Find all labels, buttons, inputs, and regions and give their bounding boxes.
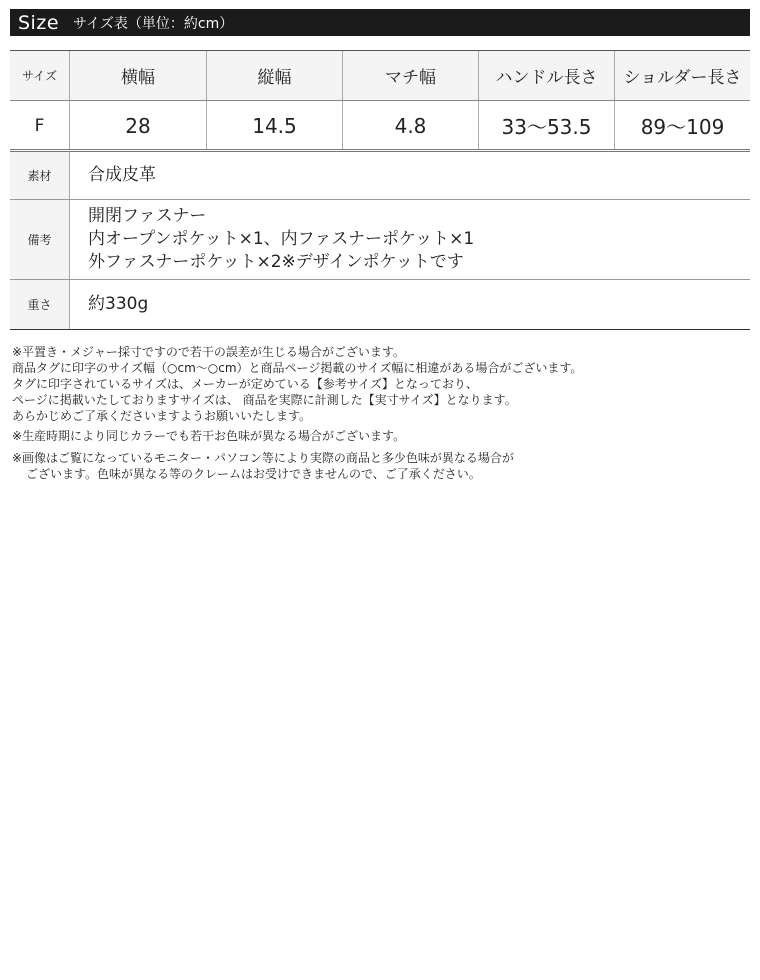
footnote: 商品タグに印字のサイズ幅（○cm〜○cm）と商品ページ掲載のサイズ幅に相違がある場合がございます。: [12, 361, 583, 375]
footnote: ページに掲載いたしておりますサイズは、 商品を実際に計測した【実寸サイズ】となります。: [12, 393, 517, 407]
spec-label-weight: 重さ: [10, 280, 70, 329]
spec-label-material: 素材: [10, 152, 70, 199]
spec-value-material: 合成皮革: [88, 165, 156, 185]
cell-handle-length: 33〜53.5: [478, 101, 614, 150]
footnote: ございます。色味が異なる等のクレームはお受けできませんので、ご了承ください。: [26, 467, 481, 481]
spec-label-notes: 備考: [10, 200, 70, 279]
size-table-header-row: [10, 51, 750, 101]
footnote: あらかじめご了承くださいますようお願いいたします。: [12, 409, 312, 423]
column-header-handle-length: ハンドル長さ: [478, 51, 614, 100]
footnote: ※生産時期により同じカラーでも若干お色味が異なる場合がございます。: [12, 429, 406, 443]
size-header-bar: [10, 9, 750, 36]
footnote: タグに印字されているサイズは、メーカーが定めている【参考サイズ】となっており、: [12, 377, 478, 391]
cell-shoulder-length: 89〜109: [614, 101, 750, 150]
notes-line: 開閉ファスナー: [88, 206, 207, 226]
spec-table: [10, 152, 750, 330]
table-row: [10, 101, 750, 150]
notes-line: 外ファスナーポケット×2※デザインポケットです: [88, 252, 464, 272]
footnote: ※画像はご覧になっているモニター・パソコン等により実際の商品と多少色味が異なる場合が: [12, 451, 514, 465]
cell-width: 28: [69, 101, 206, 150]
spec-value-weight: 約330g: [88, 294, 149, 314]
column-header-height: 縦幅: [206, 51, 342, 100]
spec-value-notes: [70, 200, 750, 279]
notes-line: 内オープンポケット×1、内ファスナーポケット×1: [88, 229, 475, 249]
cell-height: 14.5: [206, 101, 342, 150]
spec-row-material: [10, 152, 750, 200]
column-header-depth: マチ幅: [342, 51, 478, 100]
cell-size: F: [34, 115, 45, 136]
column-header-shoulder-length: ショルダー長さ: [614, 51, 750, 100]
cell-depth: 4.8: [342, 101, 478, 150]
footnotes: [12, 344, 752, 482]
size-subtitle: サイズ表（単位：約cm）: [73, 15, 234, 32]
column-header-width: 横幅: [69, 51, 206, 100]
spec-row-weight: [10, 280, 750, 330]
column-header-size: サイズ: [21, 69, 58, 83]
footnote: ※平置き・メジャー採寸ですので若干の誤差が生じる場合がございます。: [12, 345, 405, 359]
spec-row-notes: [10, 200, 750, 280]
size-title: Size: [18, 11, 60, 34]
size-table: [10, 50, 750, 150]
